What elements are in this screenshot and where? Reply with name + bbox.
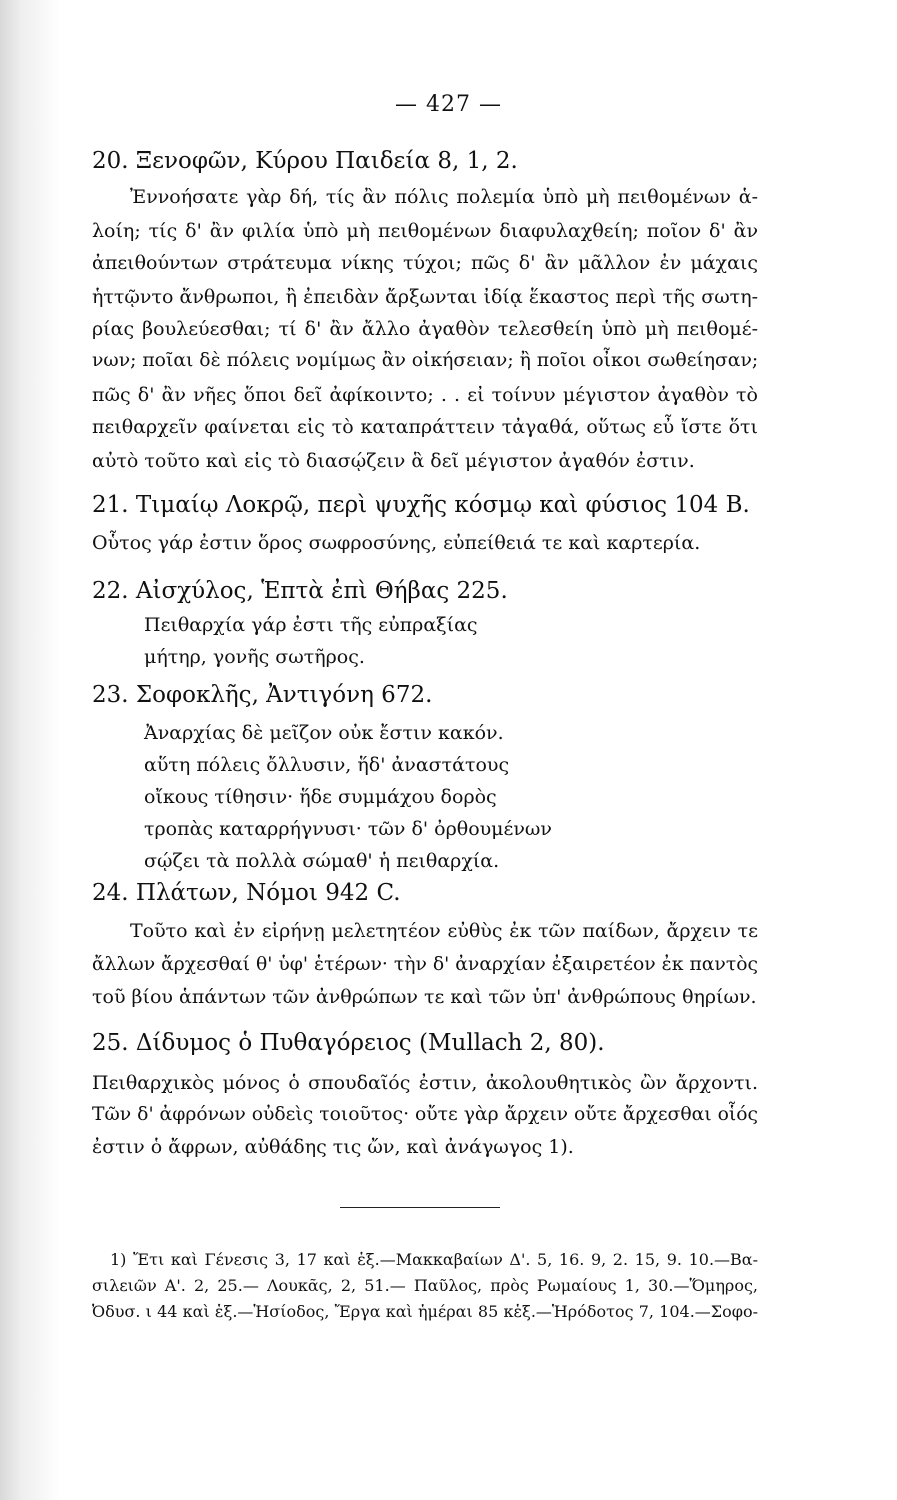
verse-line: τροπὰς καταρρήγνυσι· τῶν δ' ὀρθουμένων [144, 818, 552, 840]
verse-line: Πειθαρχία γάρ ἐστι τῆς εὐπραξίας [144, 614, 478, 636]
verse-line: αὕτη πόλεις ὄλλυσιν, ἥδ' ἀναστάτους [144, 754, 510, 776]
text-line: ἐστιν ὁ ἄφρων, αὐθάδης τις ὤν, καὶ ἀνάγωγος 1). [92, 1136, 574, 1158]
section-heading: 23. Σοφοκλῆς, Ἀντιγόνη 672. [92, 682, 433, 708]
verse-line: σῴζει τὰ πολλὰ σώμαθ' ἡ πειθαρχία. [144, 850, 500, 872]
text-line: πειθαρχεῖν φαίνεται εἰς τὸ καταπράττειν τἀγαθά, οὕτως εὖ ἴστε ὅτι [92, 416, 758, 438]
text-line: ἀπειθούντων στράτευμα νίκης τύχοι; πῶς δ' ἂν μᾶλλον ἐν μάχαις [92, 252, 758, 274]
section-heading: 20. Ξενοφῶν, Κύρου Παιδεία 8, 1, 2. [92, 148, 518, 174]
footnote-line: σιλειῶν Α'. 2, 25.— Λουκᾶς, 2, 51.— Παῦλος, πρὸς Ρωμαίους 1, 30.—Ὅμηρος, [92, 1276, 758, 1295]
text-line: Ἐννοήσατε γὰρ δή, τίς ἂν πόλις πολεμία ὑπὸ μὴ πειθομένων ἁ- [130, 186, 758, 208]
section-heading: 21. Τιμαίῳ Λοκρῷ, περὶ ψυχῆς κόσμῳ καὶ φύσιος 104 B. [92, 492, 750, 518]
text-line: ρίας βουλεύεσθαι; τί δ' ἂν ἄλλο ἀγαθὸν τελεσθείη ὑπὸ μὴ πειθομέ- [92, 318, 758, 340]
text-line: Οὗτος γάρ ἐστιν ὅρος σωφροσύνης, εὐπείθειά τε καὶ καρτερία. [92, 532, 701, 554]
page-number: — 427 — [395, 92, 502, 117]
text-line: λοίη; τίς δ' ἂν φιλία ὑπὸ μὴ πειθομένων διαφυλαχθείη; ποῖον δ' ἂν [92, 220, 758, 242]
text-line: πῶς δ' ἂν νῆες ὅποι δεῖ ἀφίκοιντο; . . εἰ τοίνυν μέγιστον ἀγαθὸν τὸ [92, 384, 758, 406]
text-line: τοῦ βίου ἁπάντων τῶν ἀνθρώπων τε καὶ τῶν ὑπ' ἀνθρώπους θηρίων. [92, 986, 757, 1008]
verse-line: Ἀναρχίας δὲ μεῖζον οὐκ ἔστιν κακόν. [144, 722, 504, 744]
text-line: Τῶν δ' ἀφρόνων οὐδεὶς τοιοῦτος· οὔτε γὰρ ἄρχειν οὔτε ἄρχεσθαι οἷός [92, 1104, 759, 1125]
verse-line: μήτηρ, γονῆς σωτῆρος. [144, 646, 365, 668]
text-line: ἄλλων ἄρχεσθαί θ' ὑφ' ἑτέρων· τὴν δ' ἀναρχίαν ἐξαιρετέον ἐκ παντὸς [92, 954, 758, 975]
footnote-divider [340, 1207, 500, 1208]
section-heading: 25. Δίδυμος ὁ Πυθαγόρειος (Mullach 2, 80). [92, 1030, 605, 1056]
footnote-line: 1) Ἔτι καὶ Γένεσις 3, 17 καὶ ἑξ.—Μακκαβαίων Δ'. 5, 16. 9, 2. 15, 9. 10.—Βα- [110, 1250, 758, 1269]
footnote-line: Ὀδυσ. ι 44 καὶ ἑξ.—Ἡσίοδος, Ἔργα καὶ ἡμέραι 85 κἑξ.—Ἡρόδοτος 7, 104.—Σοφο- [92, 1302, 758, 1321]
text-line: Τοῦτο καὶ ἐν εἰρήνῃ μελετητέον εὐθὺς ἐκ τῶν παίδων, ἄρχειν τε [130, 920, 758, 942]
text-line: αὐτὸ τοῦτο καὶ εἰς τὸ διασῴζειν ἃ δεῖ μέγιστον ἀγαθόν ἐστιν. [92, 450, 695, 472]
text-line: Πειθαρχικὸς μόνος ὁ σπουδαῖός ἐστιν, ἀκολουθητικὸς ὢν ἄρχοντι. [92, 1072, 758, 1094]
verse-line: οἴκους τίθησιν· ἥδε συμμάχου δορὸς [144, 786, 497, 808]
text-line: ἡττῷντο ἄνθρωποι, ἢ ἐπειδὰν ἄρξωνται ἰδίᾳ ἕκαστος περὶ τῆς σωτη- [92, 286, 758, 308]
text-line: νων; ποῖαι δὲ πόλεις νομίμως ἂν οἰκήσειαν; ἢ ποῖοι οἶκοι σωθείησαν; [92, 350, 759, 371]
section-heading: 22. Αἰσχύλος, Ἑπτὰ ἐπὶ Θήβας 225. [92, 578, 508, 604]
section-heading: 24. Πλάτων, Νόμοι 942 C. [92, 880, 401, 906]
